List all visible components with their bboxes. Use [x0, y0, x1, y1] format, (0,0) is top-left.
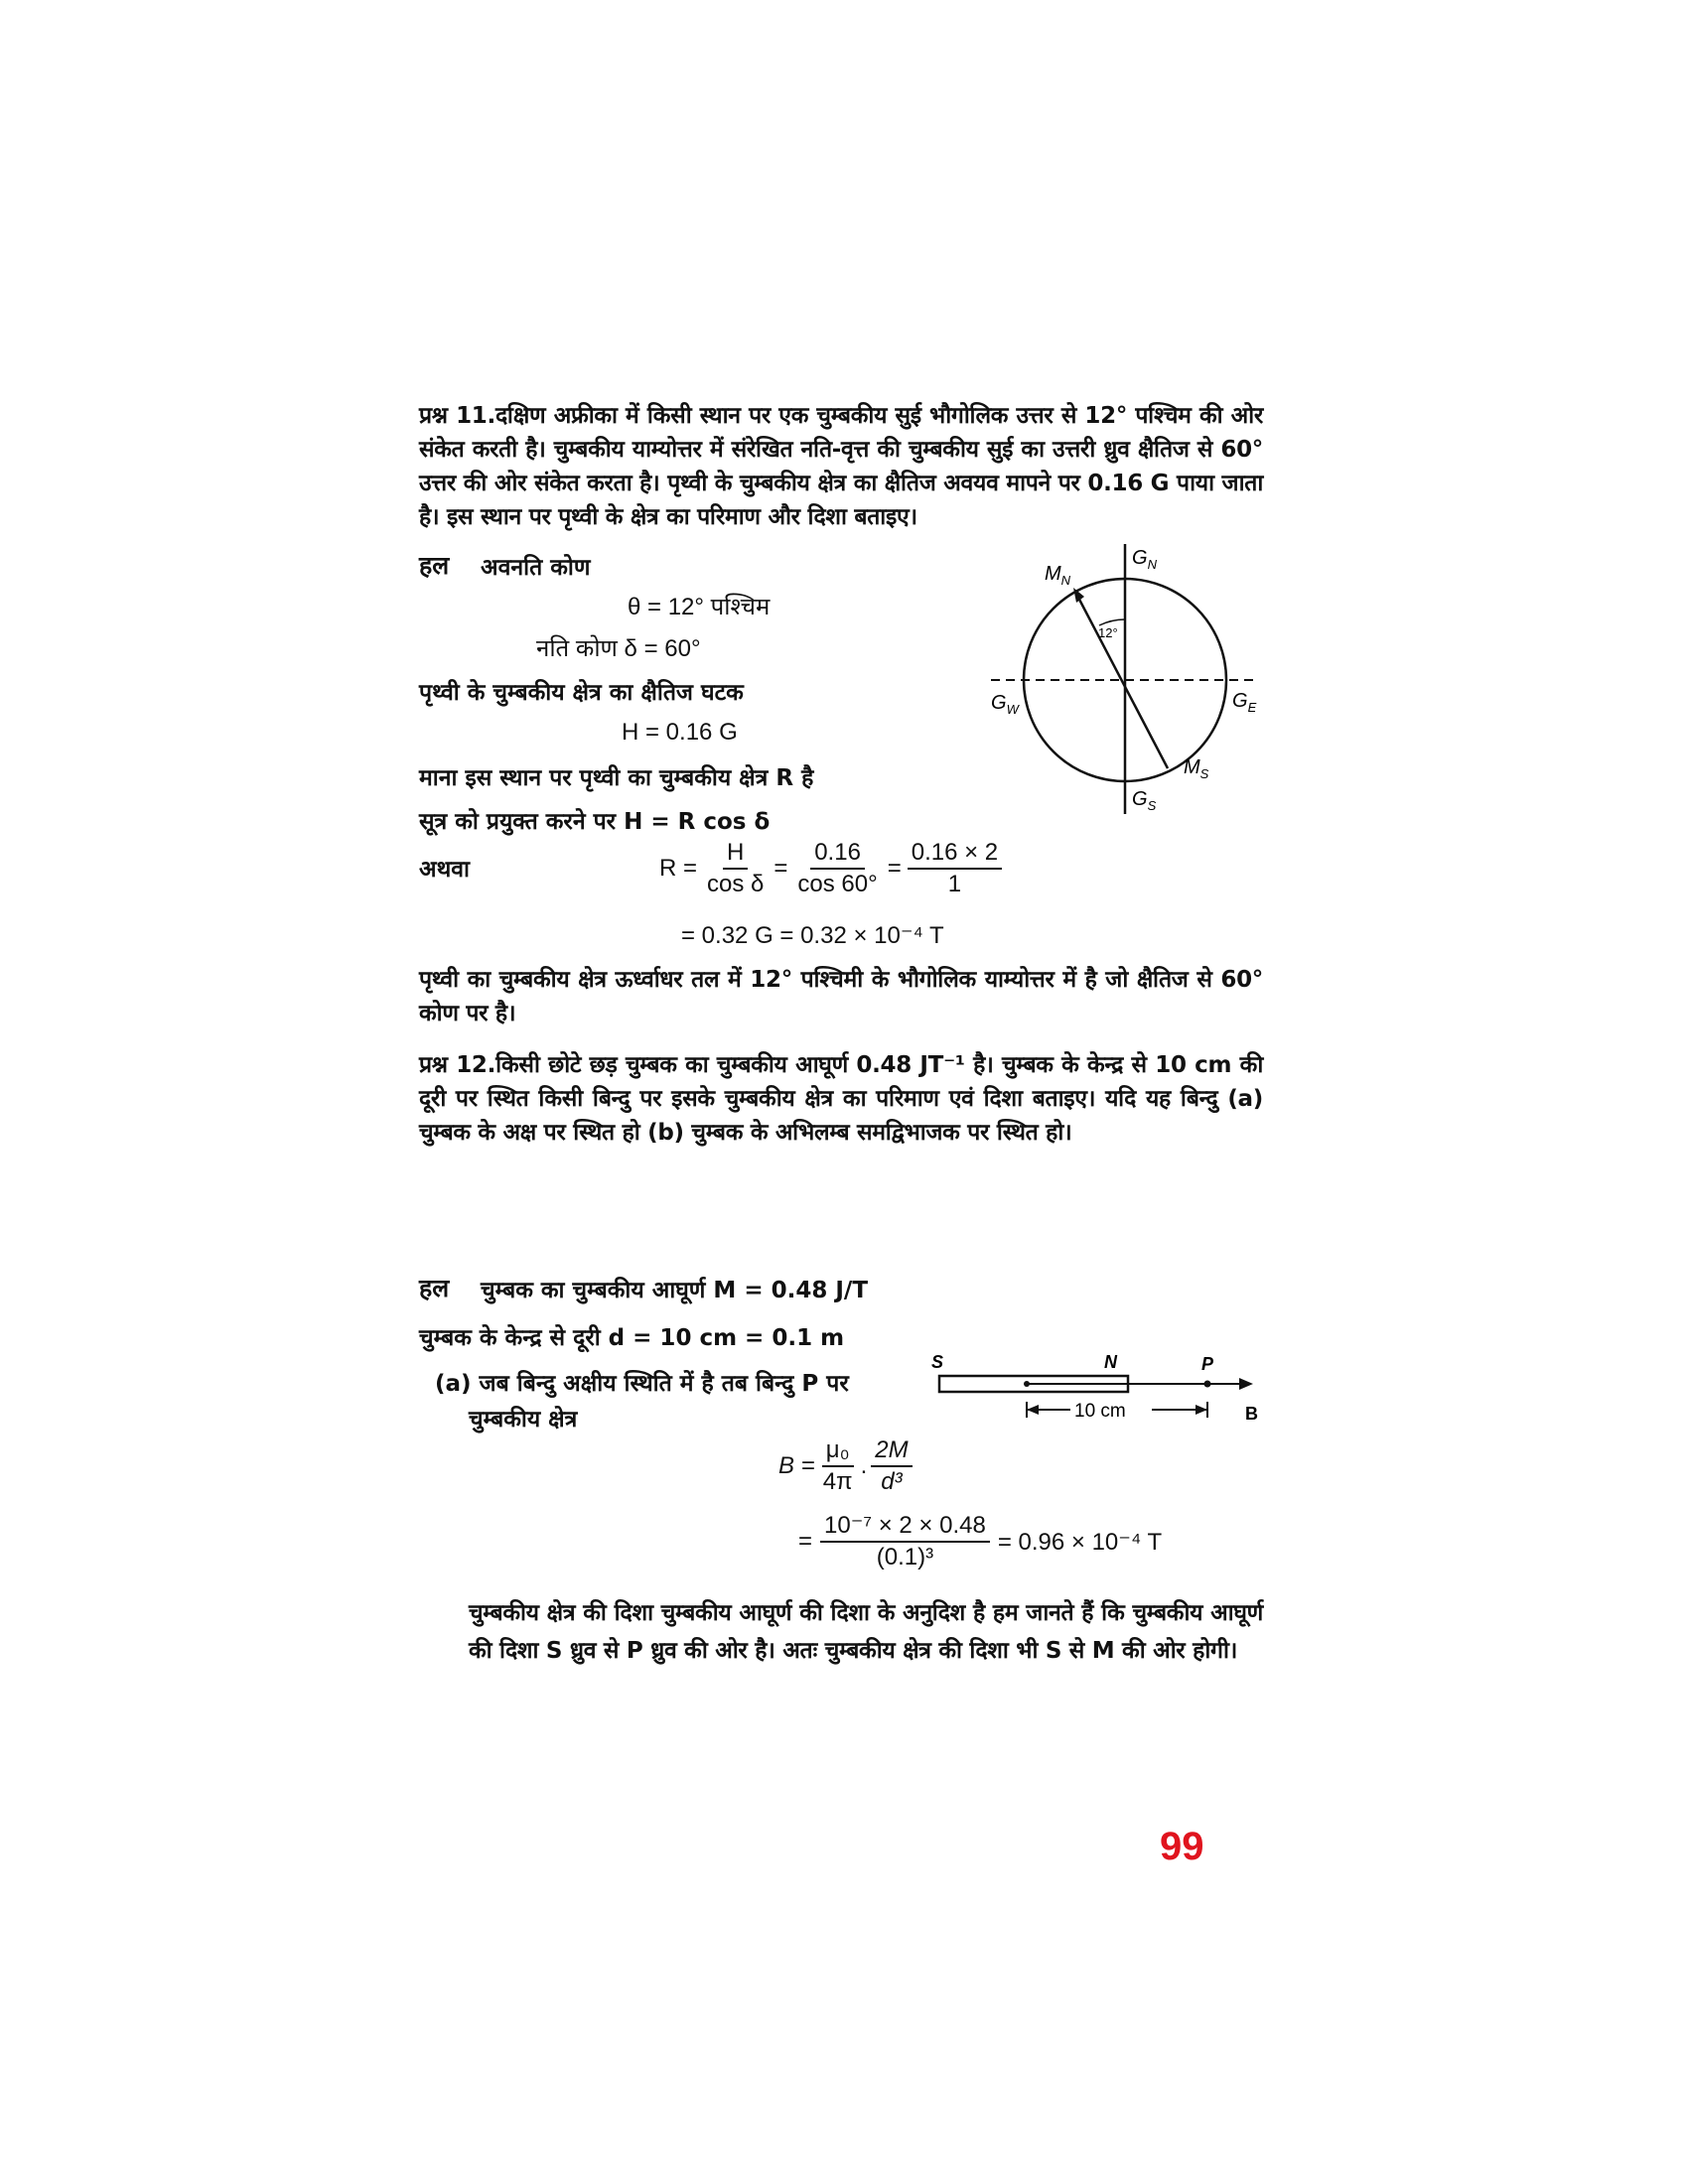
fraction-denominator: (0.1)³ — [876, 1544, 934, 1570]
fraction-denominator: d³ — [881, 1468, 903, 1495]
b-label: B — [1245, 1404, 1258, 1424]
fraction-simplified — [908, 838, 1002, 899]
conclusion-11: पृथ्वी का चुम्बकीय क्षेत्र ऊर्ध्वाधर तल में 12° पश्चिमी के भौगोलिक याम्योत्तर में है जो क्षैतिज से 60° कोण पर है। — [419, 967, 1263, 1026]
fraction-denominator: cos 60° — [797, 871, 878, 897]
athva-label: अथवा — [419, 857, 471, 883]
fraction-numerator: 10⁻⁷ × 2 × 0.48 — [820, 1511, 990, 1543]
calc-result: = 0.96 × 10⁻⁴ T — [997, 1528, 1163, 1556]
distance-label: 10 cm — [1074, 1401, 1126, 1422]
b-calculation — [798, 1511, 1162, 1572]
solution-12-label: हल — [419, 1274, 450, 1302]
fraction-denominator: cos δ — [707, 871, 765, 897]
point-p — [1204, 1381, 1211, 1388]
h-value: H = 0.16 G — [622, 719, 738, 746]
dim-arrow-left — [1027, 1405, 1039, 1415]
assumption-text: माना इस स्थान पर पृथ्वी का चुम्बकीय क्षेत्र R है — [419, 765, 814, 791]
r-equation: R = $\frac{H}{\text{cos δ}}$ = $\frac{0.16}{\cos 60^\circ}$ = $\frac{0.16 \times 2}{1}$ — [659, 838, 1002, 899]
fraction-denominator: 4π — [822, 1468, 853, 1495]
moment-fraction — [871, 1435, 912, 1497]
b-formula — [778, 1435, 913, 1497]
dim-arrow-right — [1196, 1405, 1207, 1415]
question-12-text: किसी छोटे छड़ चुम्बक का चुम्बकीय आघूर्ण 0.48 JT⁻¹ है। चुम्बक के केन्द्र से 10 cm की दूरी पर स्थित किसी बिन्दु पर इसके चुम्बकीय क्षेत्र का परिमाण एवं दिशा बताइए। यदि यह बिन्दु (a) चुम्बक के अक्ष पर स्थित हो (b) चुम्बक के अभिलम्ब समद्विभाजक पर स्थित हो। — [419, 1052, 1263, 1146]
declination-label: अवनति कोण — [481, 555, 591, 581]
s-pole-label: S — [931, 1352, 944, 1372]
calc-fraction — [820, 1511, 990, 1572]
question-11-text: दक्षिण अफ्रीका में किसी स्थान पर एक चुम्बकीय सुई भौगोलिक उत्तर से 12° पश्चिम की ओर संकेत करती है। चुम्बकीय याम्योत्तर में संरेखित नति-वृत्त की चुम्बकीय सुई का उत्तरी ध्रुव क्षैतिज से 60° उत्तर की ओर संकेत करता है। पृथ्वी के चुम्बकीय क्षेत्र का क्षैतिज अवयव मापने पर 0.16 G पाया जाता है। इस स्थान पर पृथ्वी के क्षेत्र का परिमाण और दिशा बताइए। — [419, 403, 1263, 530]
r-equals: R = — [659, 855, 698, 882]
fraction-numerator: 0.16 × 2 — [908, 838, 1002, 870]
question-12-label: प्रश्न 12. — [419, 1052, 496, 1078]
equals-sign: = — [798, 1528, 813, 1555]
n-pole-label: N — [1104, 1352, 1117, 1372]
b-equals: B = — [778, 1452, 815, 1479]
fraction-denominator: 1 — [947, 871, 962, 897]
fraction-numerator: 0.16 — [810, 838, 865, 870]
part-a-line1: (a) जब बिन्दु अक्षीय स्थिति में है तब बिन्दु P पर — [435, 1371, 849, 1397]
gw-label: $G_W$ — [991, 692, 1019, 717]
theta-value: θ = 12° पश्चिम — [628, 594, 771, 620]
formula-text: सूत्र को प्रयुक्त करने पर H = R cos δ — [419, 809, 771, 835]
part-a-line2: चुम्बकीय क्षेत्र — [469, 1407, 578, 1433]
p-label: P — [1201, 1354, 1214, 1374]
ge-label: $G_E$ — [1232, 690, 1257, 715]
horizontal-component-text: पृथ्वी के चुम्बकीय क्षेत्र का क्षैतिज घटक — [419, 680, 744, 706]
gn-label: $G_N$ — [1132, 547, 1157, 572]
direction-explanation: चुम्बकीय क्षेत्र की दिशा चुम्बकीय आघूर्ण की दिशा के अनुदिश है हम जानते हैं कि चुम्बकीय आघूर्ण की दिशा S ध्रुव से P ध्रुव की ओर है। अतः चुम्बकीय क्षेत्र की दिशा भी S से M की ओर होगी। — [469, 1600, 1263, 1664]
dot-operator: . — [860, 1452, 868, 1479]
bar-magnet-diagram — [921, 1346, 1269, 1426]
fraction-numerator: 2M — [871, 1435, 912, 1467]
question-11-label: प्रश्न 11. — [419, 403, 495, 429]
angle-label: 12° — [1098, 625, 1118, 640]
fraction-numerator: μ₀ — [822, 1435, 854, 1467]
hal-label: हल — [419, 551, 450, 580]
fraction-numerator: H — [723, 838, 748, 870]
distance-text: चुम्बक के केन्द्र से दूरी d = 10 cm = 0.1 m — [419, 1325, 845, 1351]
fraction-values — [793, 838, 881, 899]
dip-angle: नति कोण δ = 60° — [536, 635, 701, 662]
mn-label: $M_N$ — [1045, 563, 1071, 588]
axis-arrow — [1239, 1378, 1253, 1390]
question-11 — [419, 399, 1263, 534]
dip-circle-diagram — [979, 542, 1267, 824]
fraction-h-cos — [703, 838, 768, 899]
gs-label: $G_S$ — [1132, 788, 1157, 813]
mu-fraction — [819, 1435, 857, 1497]
magnetic-moment-text: चुम्बक का चुम्बकीय आघूर्ण M = 0.48 J/T — [481, 1278, 869, 1303]
solution-label — [419, 548, 449, 582]
page-number: 99 — [1160, 1825, 1204, 1868]
ms-label: $M_S$ — [1184, 756, 1209, 781]
center-point — [1024, 1381, 1030, 1387]
question-12 — [419, 1048, 1263, 1150]
result-value: = 0.32 G = 0.32 × 10⁻⁴ T — [681, 922, 944, 949]
